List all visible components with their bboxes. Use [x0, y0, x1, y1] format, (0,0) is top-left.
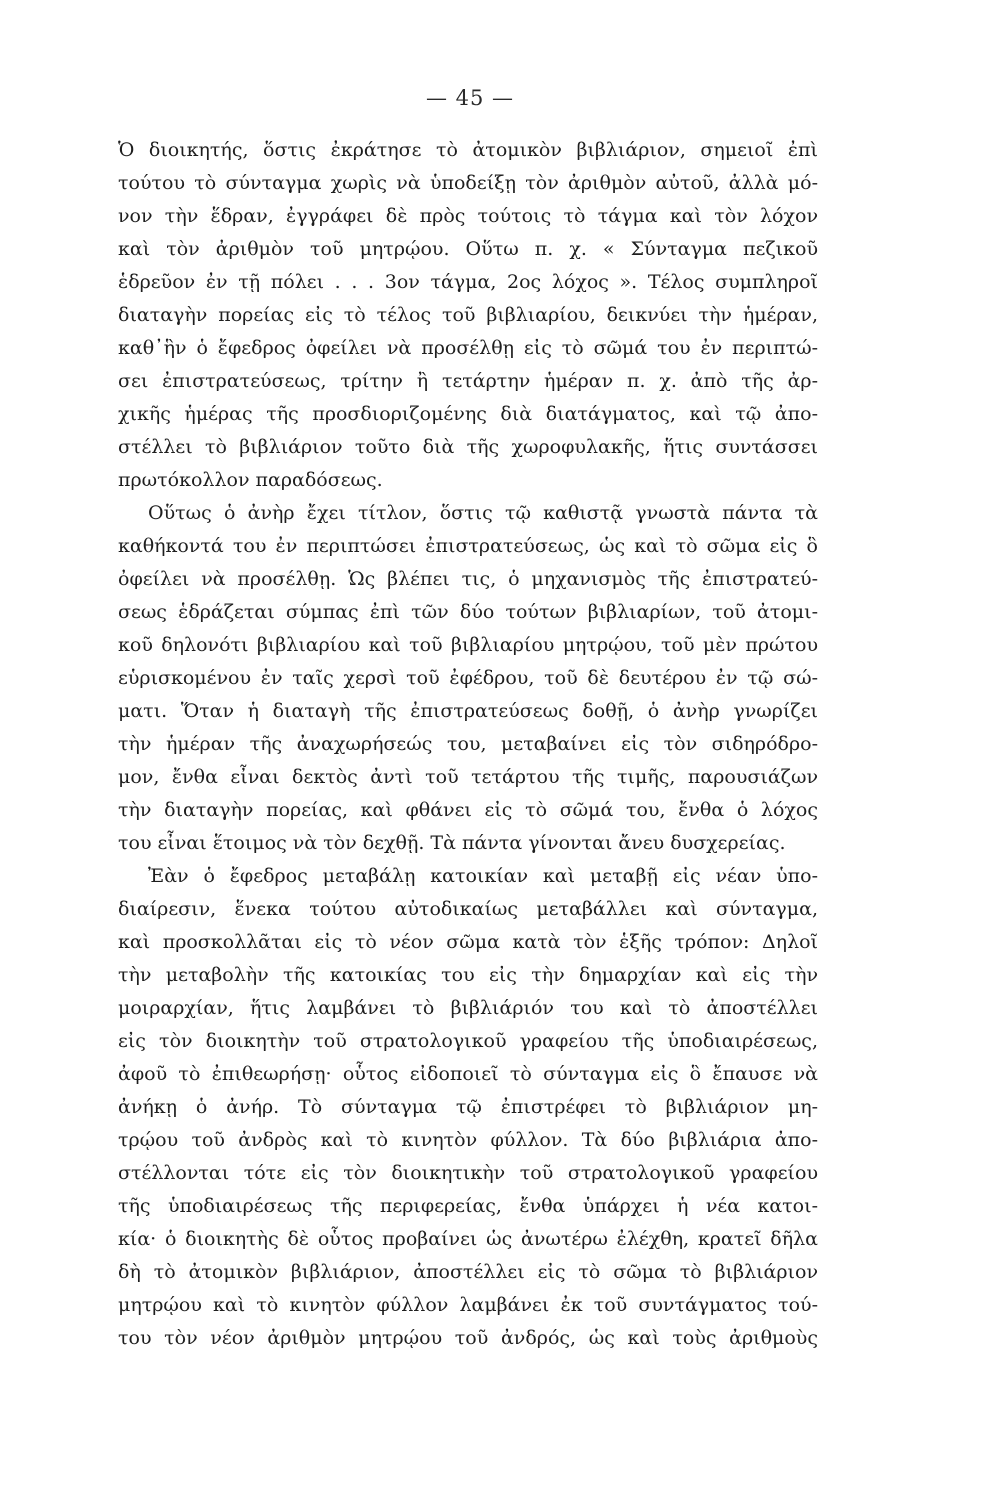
text-line: κοῦ δηλονότι βιβλιαρίου καὶ τοῦ βιβλιαρίου μητρῴου, τοῦ μὲν πρώτου [118, 634, 818, 656]
text-line: τὴν μεταβολὴν τῆς κατοικίας του εἰς τὴν δημαρχίαν καὶ εἰς τὴν [118, 964, 818, 986]
text-line: καὶ προσκολλᾶται εἰς τὸ νέον σῶμα κατὰ τὸν ἑξῆς τρόπον: Δηλοῖ [118, 931, 818, 953]
text-line: ἀνήκῃ ὁ ἀνήρ. Τὸ σύνταγμα τῷ ἐπιστρέφει τὸ βιβλιάριον μη- [118, 1096, 818, 1118]
text-line: διαταγὴν πορείας εἰς τὸ τέλος τοῦ βιβλιαρίου, δεικνύει τὴν ἡμέραν, [118, 304, 818, 326]
text-line: καθήκοντά του ἐν περιπτώσει ἐπιστρατεύσεως, ὡς καὶ τὸ σῶμα εἰς ὃ [118, 535, 818, 557]
text-line: καθ᾽ἣν ὁ ἔφεδρος ὀφείλει νὰ προσέλθῃ εἰς τὸ σῶμά του ἐν περιπτώ- [118, 337, 818, 359]
text-line: δὴ τὸ ἀτομικὸν βιβλιάριον, ἀποστέλλει εἰς τὸ σῶμα τὸ βιβλιάριον [118, 1261, 818, 1283]
text-line: ματι. Ὅταν ἡ διαταγὴ τῆς ἐπιστρατεύσεως δοθῇ, ὁ ἀνὴρ γνωρίζει [118, 700, 818, 722]
text-line: πρωτόκολλον παραδόσεως. [118, 469, 383, 491]
text-line: τούτου τὸ σύνταγμα χωρὶς νὰ ὑποδείξῃ τὸν ἀριθμὸν αὐτοῦ, ἀλλὰ μό- [118, 172, 818, 194]
text-line: τὴν διαταγὴν πορείας, καὶ φθάνει εἰς τὸ σῶμά του, ἔνθα ὁ λόχος [118, 799, 818, 821]
text-line: στέλλονται τότε εἰς τὸν διοικητικὴν τοῦ στρατολογικοῦ γραφείου [118, 1162, 818, 1184]
text-line: μοιραρχίαν, ἥτις λαμβάνει τὸ βιβλιάριόν του καὶ τὸ ἀποστέλλει [118, 997, 818, 1019]
text-line: διαίρεσιν, ἕνεκα τούτου αὐτοδικαίως μεταβάλλει καὶ σύνταγμα, [118, 898, 818, 920]
text-line: του τὸν νέον ἀριθμὸν μητρῴου τοῦ ἀνδρός, ὡς καὶ τοὺς ἀριθμοὺς [118, 1327, 818, 1349]
text-line: κία· ὁ διοικητὴς δὲ οὗτος προβαίνει ὡς ἀνωτέρω ἐλέχθη, κρατεῖ δῆλα [118, 1228, 818, 1250]
text-line: σει ἐπιστρατεύσεως, τρίτην ἢ τετάρτην ἡμέραν π. χ. ἀπὸ τῆς ἀρ- [118, 370, 818, 392]
text-line: στέλλει τὸ βιβλιάριον τοῦτο διὰ τῆς χωροφυλακῆς, ἥτις συντάσσει [118, 436, 818, 458]
page-number: — 45 — [425, 86, 515, 110]
text-line: μον, ἔνθα εἶναι δεκτὸς ἀντὶ τοῦ τετάρτου τῆς τιμῆς, παρουσιάζων [118, 766, 818, 788]
text-line: σεως ἑδράζεται σύμπας ἐπὶ τῶν δύο τούτων βιβλιαρίων, τοῦ ἀτομι- [118, 601, 818, 623]
text-line: ἀφοῦ τὸ ἐπιθεωρήσῃ· οὗτος εἰδοποιεῖ τὸ σύνταγμα εἰς ὃ ἔπαυσε νὰ [118, 1063, 818, 1085]
text-line: τῆς ὑποδιαιρέσεως τῆς περιφερείας, ἔνθα ὑπάρχει ἡ νέα κατοι- [118, 1195, 818, 1217]
text-line: τρῴου τοῦ ἀνδρὸς καὶ τὸ κινητὸν φύλλον. Τὰ δύο βιβλιάρια ἀπο- [118, 1129, 818, 1151]
text-line: μητρῴου καὶ τὸ κινητὸν φύλλον λαμβάνει ἐκ τοῦ συντάγματος τού- [118, 1294, 818, 1316]
text-line: τὴν ἡμέραν τῆς ἀναχωρήσεώς του, μεταβαίνει εἰς τὸν σιδηρόδρο- [118, 733, 818, 755]
body-text [118, 134, 818, 1355]
text-line: εὑρισκομένου ἐν ταῖς χερσὶ τοῦ ἐφέδρου, τοῦ δὲ δευτέρου ἐν τῷ σώ- [118, 667, 818, 689]
text-line: Ἐὰν ὁ ἔφεδρος μεταβάλῃ κατοικίαν καὶ μεταβῇ εἰς νέαν ὑπο- [148, 865, 818, 887]
text-line: εἰς τὸν διοικητὴν τοῦ στρατολογικοῦ γραφείου τῆς ὑποδιαιρέσεως, [118, 1030, 818, 1052]
text-line: ἑδρεῦον ἐν τῇ πόλει . . . 3ον τάγμα, 2ος λόχος ». Τέλος συμπληροῖ [118, 271, 818, 293]
text-line: του εἶναι ἕτοιμος νὰ τὸν δεχθῇ. Τὰ πάντα γίνονται ἄνευ δυσχερείας. [118, 832, 786, 854]
text-line: Ὁ διοικητής, ὅστις ἐκράτησε τὸ ἀτομικὸν βιβλιάριον, σημειοῖ ἐπὶ [118, 139, 818, 161]
text-line: νον τὴν ἕδραν, ἐγγράφει δὲ πρὸς τούτοις τὸ τάγμα καὶ τὸν λόχον [118, 205, 818, 227]
text-line: καὶ τὸν ἀριθμὸν τοῦ μητρῴου. Οὕτω π. χ. « Σύνταγμα πεζικοῦ [118, 238, 818, 260]
text-line: ὀφείλει νὰ προσέλθῃ. Ὡς βλέπει τις, ὁ μηχανισμὸς τῆς ἐπιστρατεύ- [118, 568, 818, 590]
text-line: Οὕτως ὁ ἀνὴρ ἔχει τίτλον, ὅστις τῷ καθιστᾷ γνωστὰ πάντα τὰ [148, 502, 818, 524]
text-line: χικῆς ἡμέρας τῆς προσδιοριζομένης διὰ διατάγματος, καὶ τῷ ἀπο- [118, 403, 818, 425]
